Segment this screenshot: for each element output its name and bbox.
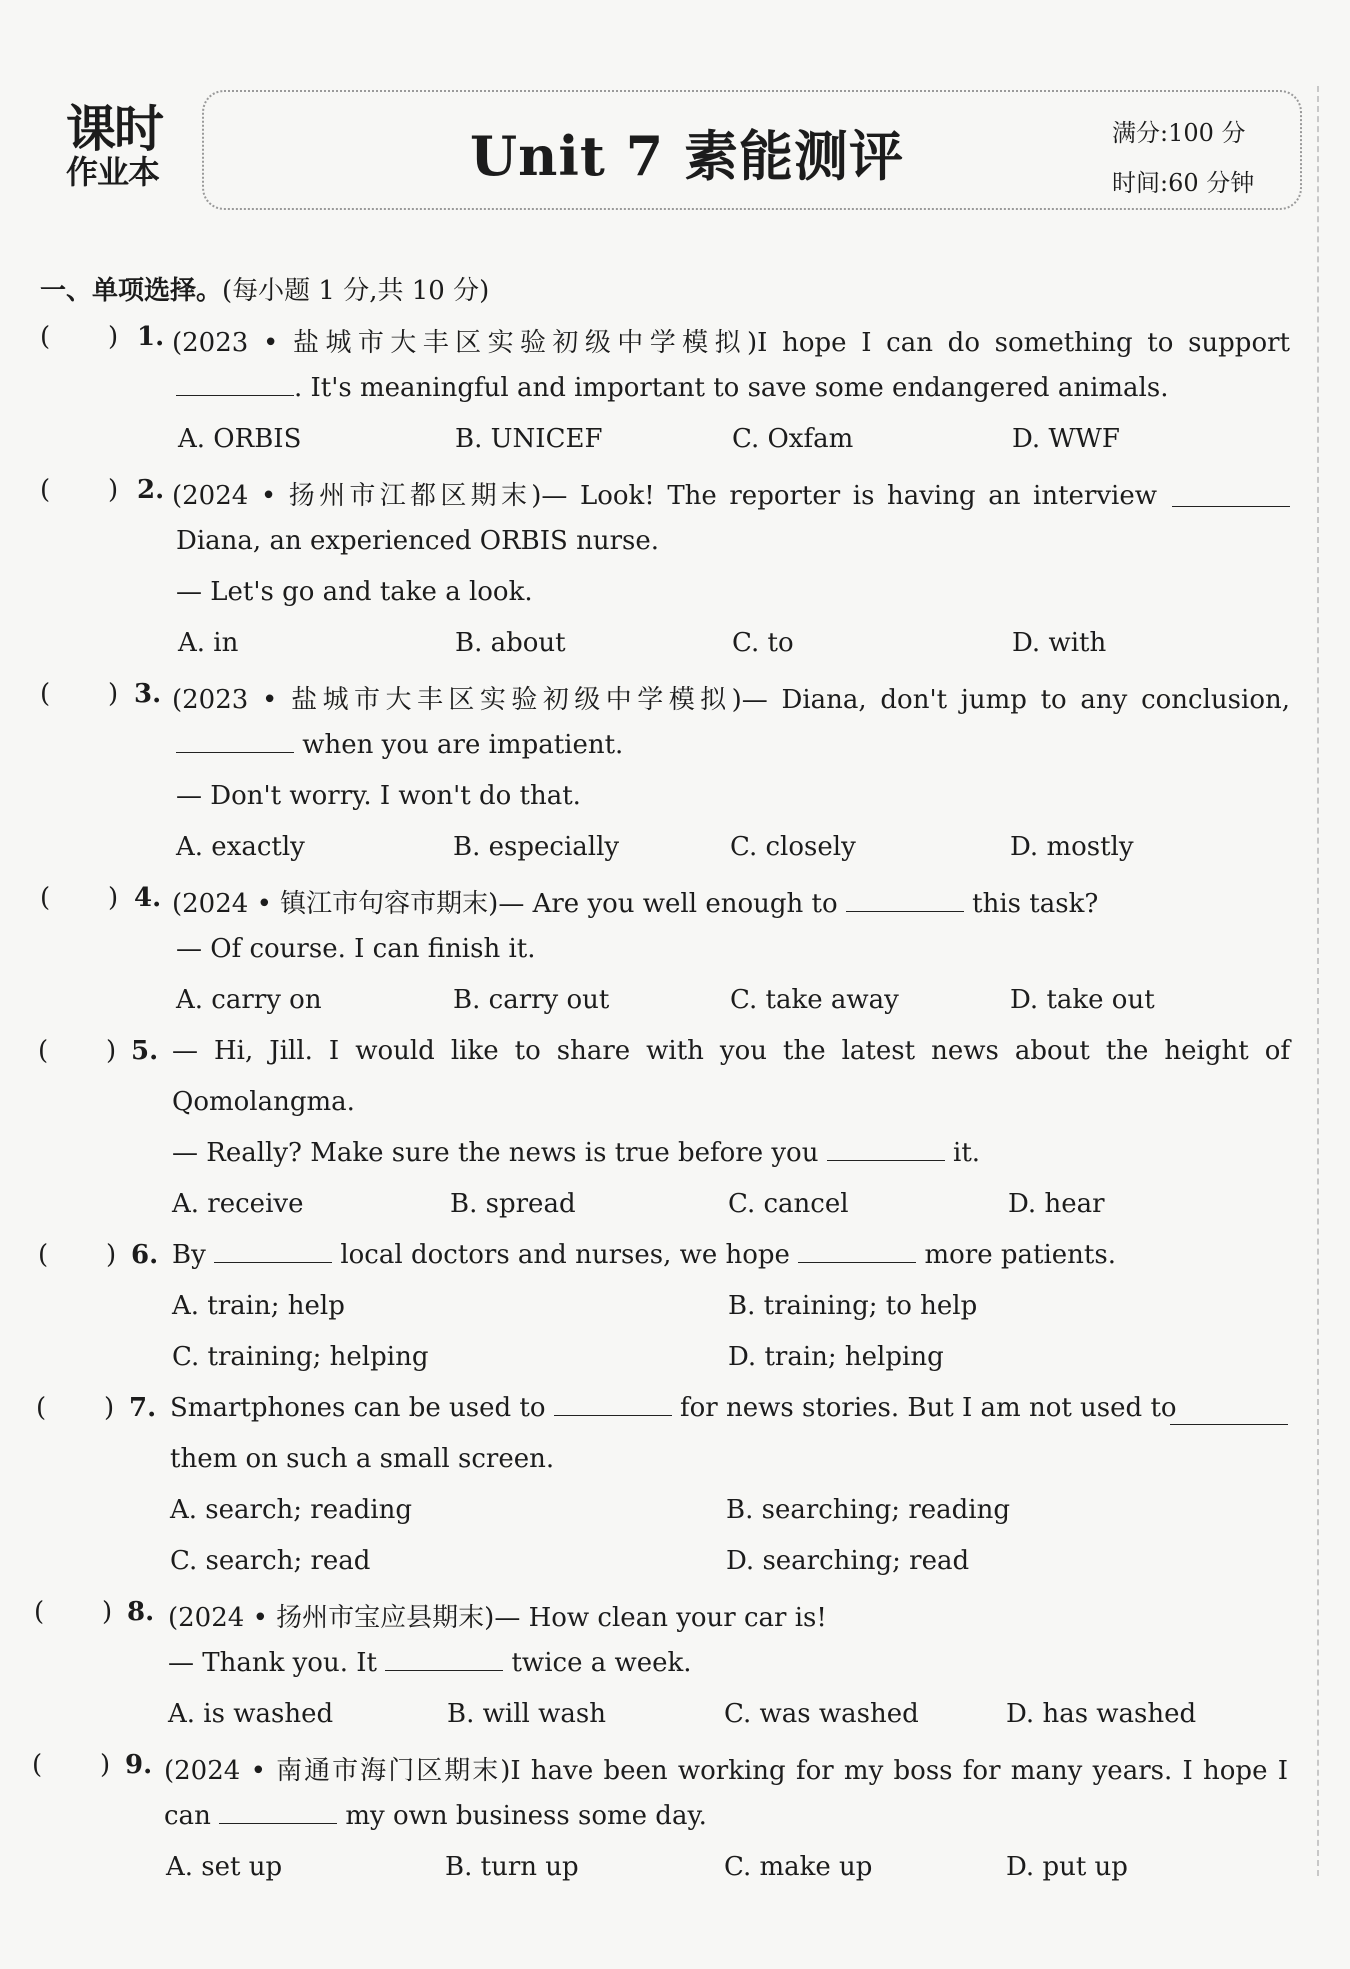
option-c[interactable]: C. closely xyxy=(730,832,856,862)
option-a[interactable]: A. in xyxy=(178,628,239,658)
question-text-part: this task? xyxy=(972,889,1099,919)
question-text: (2023 • 盐城市大丰区实验初级中学模拟)I hope I can do something to support xyxy=(172,328,1290,358)
question-number: 1. xyxy=(137,322,165,352)
question-text: them on such a small screen. xyxy=(170,1444,555,1474)
option-b[interactable]: B. about xyxy=(455,628,566,658)
question-text: Qomolangma. xyxy=(172,1087,355,1117)
answer-blank[interactable] xyxy=(176,373,294,396)
question-number: 9. xyxy=(125,1750,153,1780)
answer-bracket[interactable]: ( ) xyxy=(40,679,119,709)
question-text xyxy=(176,730,623,760)
option-c[interactable]: C. Oxfam xyxy=(732,424,854,454)
question-text-part: — Thank you. It xyxy=(168,1648,377,1678)
answer-bracket[interactable]: ( ) xyxy=(40,322,119,352)
question-number: 8. xyxy=(127,1597,155,1627)
question-text-part: (2024 • 镇江市句容市期末)— Are you well enough to xyxy=(172,889,838,919)
option-d[interactable]: D. has washed xyxy=(1006,1699,1197,1729)
question-number: 4. xyxy=(134,883,162,913)
question-text: (2024 • 扬州市江都区期末)— Look! The reporter is having an interview xyxy=(172,481,1157,511)
question-text-part: it. xyxy=(953,1138,981,1168)
option-b[interactable]: B. carry out xyxy=(453,985,610,1015)
option-b[interactable]: B. spread xyxy=(450,1189,576,1219)
option-a[interactable]: A. carry on xyxy=(176,985,322,1015)
option-c[interactable]: C. to xyxy=(732,628,794,658)
brand-logo xyxy=(66,100,178,191)
option-b[interactable]: B. UNICEF xyxy=(455,424,603,454)
question-text-part: can xyxy=(164,1801,211,1831)
question-text xyxy=(168,1648,692,1678)
question-text: (2024 • 扬州市宝应县期末)— How clean your car is! xyxy=(168,1603,827,1633)
option-b[interactable]: B. searching; reading xyxy=(726,1495,1010,1525)
option-d[interactable]: D. put up xyxy=(1006,1852,1128,1882)
option-b[interactable]: B. especially xyxy=(453,832,620,862)
question-text-part: — Really? Make sure the news is true before you xyxy=(172,1138,819,1168)
option-c[interactable]: C. cancel xyxy=(728,1189,849,1219)
option-c[interactable]: C. make up xyxy=(724,1852,873,1882)
answer-blank[interactable] xyxy=(1170,1402,1288,1425)
answer-bracket[interactable]: ( ) xyxy=(40,883,119,913)
option-a[interactable]: A. exactly xyxy=(176,832,305,862)
question-text: — Of course. I can finish it. xyxy=(176,934,536,964)
option-d[interactable]: D. searching; read xyxy=(726,1546,970,1576)
question-text: — Hi, Jill. I would like to share with you the latest news about the height of xyxy=(172,1036,1290,1066)
question-text xyxy=(172,1240,1116,1270)
question-text-part: local doctors and nurses, we hope xyxy=(340,1240,790,1270)
option-d[interactable]: D. hear xyxy=(1008,1189,1105,1219)
option-c[interactable]: C. training; helping xyxy=(172,1342,429,1372)
option-a[interactable]: A. ORBIS xyxy=(178,424,302,454)
logo-bottom-text: 作业本 xyxy=(66,153,160,191)
question-number: 6. xyxy=(131,1240,159,1270)
option-b[interactable]: B. turn up xyxy=(445,1852,579,1882)
answer-blank[interactable] xyxy=(846,889,964,912)
time-limit: 时间:60 分钟 xyxy=(1112,169,1255,197)
question-number: 2. xyxy=(137,475,165,505)
question-text: — Don't worry. I won't do that. xyxy=(176,781,581,811)
question-text: (2024 • 南通市海门区期末)I have been working for my boss for many years. I hope I xyxy=(164,1756,1288,1786)
question-text-part: Smartphones can be used to xyxy=(170,1393,546,1423)
answer-blank[interactable] xyxy=(798,1240,916,1263)
question-text xyxy=(170,1393,1177,1423)
question-text-part: when you are impatient. xyxy=(302,730,624,760)
question-text xyxy=(172,883,1098,920)
question-number: 7. xyxy=(129,1393,157,1423)
answer-blank[interactable] xyxy=(1172,484,1290,507)
answer-blank[interactable] xyxy=(219,1801,337,1824)
answer-bracket[interactable]: ( ) xyxy=(38,1240,117,1270)
option-b[interactable]: B. will wash xyxy=(447,1699,606,1729)
question-text xyxy=(176,373,1168,403)
question-text-part: my own business some day. xyxy=(345,1801,707,1831)
answer-bracket[interactable]: ( ) xyxy=(40,475,119,505)
answer-blank[interactable] xyxy=(385,1648,503,1671)
question-text-part: . It's meaningful and important to save some endangered animals. xyxy=(294,373,1169,403)
question-text-part: for news stories. But I am not used to xyxy=(680,1393,1177,1423)
section-heading-label: 一、单项选择。 xyxy=(40,276,223,306)
option-a[interactable]: A. is washed xyxy=(168,1699,334,1729)
answer-bracket[interactable]: ( ) xyxy=(36,1393,115,1423)
option-d[interactable]: D. mostly xyxy=(1010,832,1134,862)
section-heading-note: (每小题 1 分,共 10 分) xyxy=(222,276,490,306)
question-text-part: By xyxy=(172,1240,206,1270)
answer-bracket[interactable]: ( ) xyxy=(38,1036,117,1066)
answer-blank[interactable] xyxy=(554,1393,672,1416)
option-a[interactable]: A. train; help xyxy=(172,1291,345,1321)
option-a[interactable]: A. set up xyxy=(166,1852,283,1882)
question-text-part: more patients. xyxy=(924,1240,1116,1270)
option-c[interactable]: C. take away xyxy=(730,985,899,1015)
option-b[interactable]: B. training; to help xyxy=(728,1291,978,1321)
answer-blank[interactable] xyxy=(176,730,294,753)
question-text xyxy=(164,1801,707,1831)
section-heading xyxy=(40,270,489,307)
option-d[interactable]: D. train; helping xyxy=(728,1342,944,1372)
question-text xyxy=(172,1138,980,1168)
page-cut-line xyxy=(1317,86,1319,1876)
option-a[interactable]: A. receive xyxy=(172,1189,304,1219)
answer-blank[interactable] xyxy=(827,1138,945,1161)
page-title: Unit 7 素能测评 xyxy=(470,124,904,188)
question-text: — Let's go and take a look. xyxy=(176,577,533,607)
question-text-part: twice a week. xyxy=(511,1648,692,1678)
answer-bracket[interactable]: ( ) xyxy=(34,1597,113,1627)
full-score: 满分:100 分 xyxy=(1112,119,1246,147)
question-number: 5. xyxy=(131,1036,159,1066)
question-number: 3. xyxy=(134,679,162,709)
question-text: (2023 • 盐城市大丰区实验初级中学模拟)— Diana, don't jump to any conclusion, xyxy=(172,685,1290,715)
question-text: Diana, an experienced ORBIS nurse. xyxy=(176,526,660,556)
option-c[interactable]: C. was washed xyxy=(724,1699,919,1729)
option-a[interactable]: A. search; reading xyxy=(170,1495,412,1525)
option-c[interactable]: C. search; read xyxy=(170,1546,371,1576)
logo-top-text: 课时 xyxy=(66,100,162,158)
answer-blank[interactable] xyxy=(214,1240,332,1263)
answer-bracket[interactable]: ( ) xyxy=(32,1750,111,1780)
option-d[interactable]: D. WWF xyxy=(1012,424,1120,454)
option-d[interactable]: D. with xyxy=(1012,628,1107,658)
option-d[interactable]: D. take out xyxy=(1010,985,1155,1015)
